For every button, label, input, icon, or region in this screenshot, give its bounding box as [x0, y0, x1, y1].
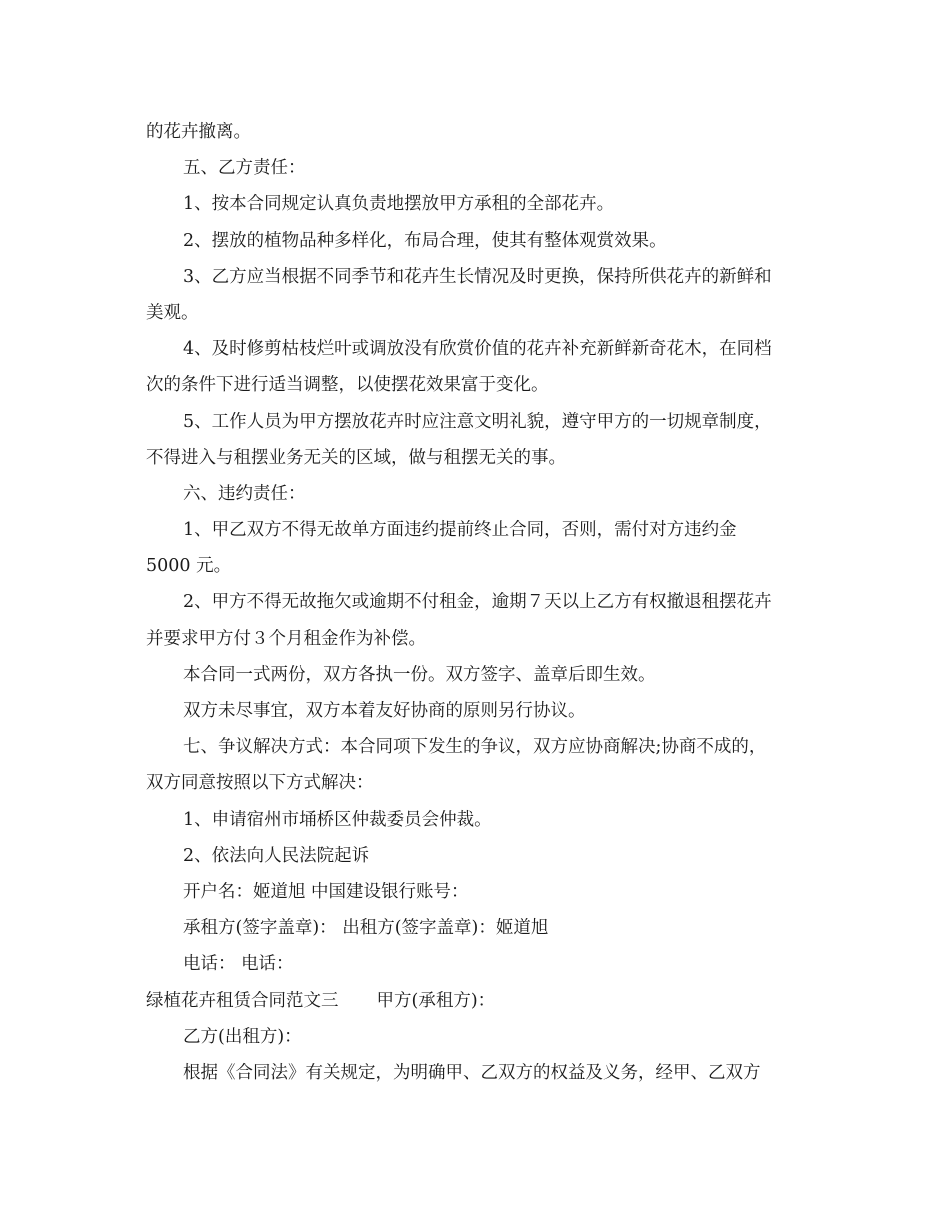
clause-line-continuation: 并要求甲方付３个月租金作为补偿。 — [146, 628, 426, 649]
clause-line: 2、摆放的植物品种多样化，布局合理，使其有整体观赏效果。 — [183, 230, 667, 251]
clause-line: 5、工作人员为甲方摆放花卉时应注意文明礼貌，遵守甲方的一切规章制度， — [183, 411, 772, 432]
section-heading-party-b-duties: 五、乙方责任： — [183, 158, 306, 179]
paragraph-line: 双方未尽事宜，双方本着友好协商的原则另行协议。 — [183, 701, 586, 721]
clause-line-continuation: 不得进入与租摆业务无关的区域，做与租摆无关的事。 — [146, 447, 566, 468]
document-body — [146, 114, 810, 1091]
clause-line: 1、申请宿州市埇桥区仲裁委员会仲裁。 — [183, 809, 492, 830]
contract-title: 绿植花卉租赁合同范文三 — [146, 990, 339, 1011]
paragraph-line: 本合同一式两份，双方各执一份。双方签字、盖章后即生效。 — [183, 664, 656, 685]
party-a-label: 甲方(承租方)： — [376, 990, 496, 1011]
phone-line: 电话： 电话： — [183, 954, 294, 975]
paragraph-continuation: 的花卉撤离。 — [146, 122, 251, 142]
signature-line: 承租方(签字盖章)： 出租方(签字盖章)：姬道旭 — [183, 918, 549, 939]
contract-title-line — [146, 983, 810, 1019]
clause-line: 2、甲方不得无故拖欠或逾期不付租金，逾期７天以上乙方有权撤退租摆花卉 — [183, 592, 772, 613]
section-heading-breach-liability: 六、违约责任： — [183, 483, 306, 504]
clause-line-continuation: 次的条件下进行适当调整，以使摆花效果富于变化。 — [146, 375, 549, 396]
section-heading-dispute-resolution: 七、争议解决方式：本合同项下发生的争议，双方应协商解决;协商不成的， — [183, 737, 767, 758]
clause-line: 1、按本合同规定认真负责地摆放甲方承租的全部花卉。 — [183, 194, 615, 215]
account-info-line: 开户名：姬道旭 中国建设银行账号： — [183, 881, 469, 902]
clause-line: 3、乙方应当根据不同季节和花卉生长情况及时更换，保持所供花卉的新鲜和 — [183, 266, 772, 287]
party-b-label: 乙方(出租方)： — [183, 1026, 302, 1047]
paragraph-line: 根据《合同法》有关规定，为明确甲、乙双方的权益及义务，经甲、乙双方 — [183, 1062, 761, 1083]
clause-line-continuation: 5000 元。 — [146, 556, 232, 577]
clause-line: 1、甲乙双方不得无故单方面违约提前终止合同，否则，需付对方违约金 — [183, 520, 737, 541]
clause-line-continuation: 美观。 — [146, 302, 199, 323]
clause-line: 4、及时修剪枯枝烂叶或调放没有欣赏价值的花卉补充新鲜新奇花木，在同档 — [183, 339, 772, 360]
clause-line: 2、依法向人民法院起诉 — [183, 845, 370, 866]
clause-line-continuation: 双方同意按照以下方式解决： — [146, 773, 374, 794]
